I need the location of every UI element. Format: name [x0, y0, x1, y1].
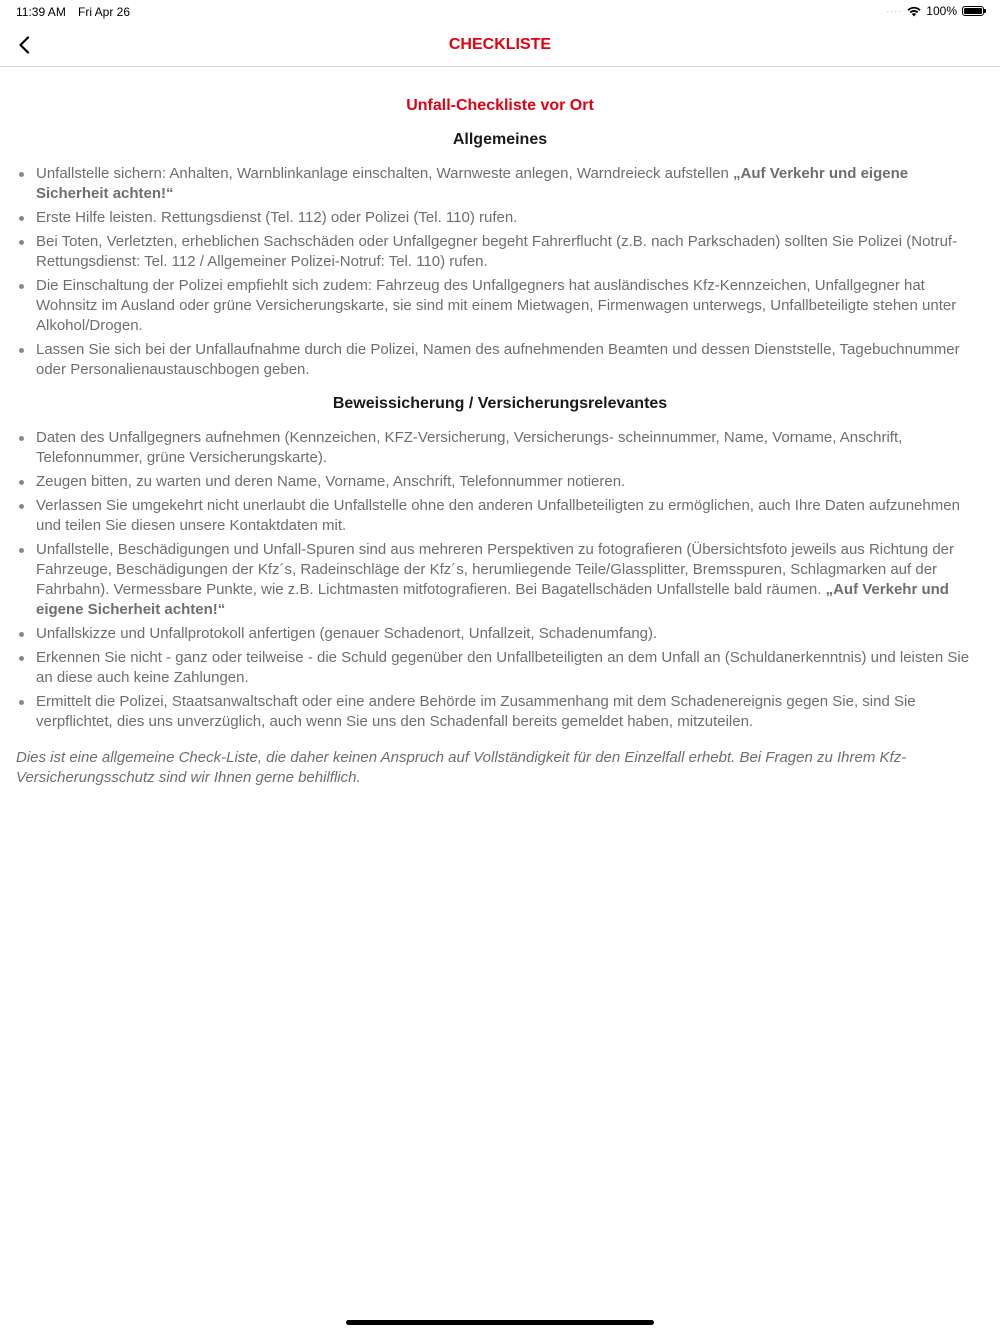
status-date: Fri Apr 26	[78, 5, 131, 19]
list-item-text: Verlassen Sie umgekehrt nicht unerlaubt die Unfallstelle ohne den anderen Unfallbeteiligten zu ermöglichen, auch Ihre Daten aufzunehmen und teilen Sie diesen unsere Kontaktdaten mit.	[36, 497, 960, 534]
signal-icon: ····	[886, 6, 903, 16]
bullet-list	[16, 164, 984, 380]
page-title: CHECKLISTE	[448, 36, 552, 53]
list-item	[16, 276, 984, 336]
list-item-text: Bei Toten, Verletzten, erheblichen Sachschäden oder Unfallgegner begeht Fahrerflucht (z.B. nach Parkschaden) sollten Sie Polizei (Notruf-Rettungsdienst: Tel. 112 / Allgemeiner Polizei-Notruf: Tel. 110) rufen.	[36, 233, 958, 270]
section-heading: Allgemeines	[452, 131, 548, 148]
list-item-text: Daten des Unfallgegners aufnehmen (Kennzeichen, KFZ-Versicherung, Versicherungs- scheinnummer, Name, Vorname, Anschrift, Telefonnummer, grüne Versicherungskarte).	[36, 429, 903, 466]
list-item	[16, 624, 984, 644]
list-item	[16, 428, 984, 468]
status-bar	[0, 0, 1000, 24]
battery-level	[964, 8, 982, 14]
checklist-title: Unfall-Checkliste vor Ort	[406, 97, 594, 114]
list-item	[16, 648, 984, 688]
list-item-text: Unfallstelle, Beschädigungen und Unfall-Spuren sind aus mehreren Perspektiven zu fotografieren (Übersichtsfoto jeweils aus Richtung der Fahrzeuge, Beschädigungen der Kfz´s, Radeinschläge der Kfz´s, herumliegende Teile/Glassplitter, Bremsspuren, Schlagmarken auf der Fahrbahn). Vermessbare Punkte, wie z.B. Lichtmasten mitfotografieren. Bei Bagatellschäden Unfallstelle bald räumen.	[36, 541, 955, 598]
navigation-bar	[0, 24, 1000, 67]
disclaimer-text: Dies ist eine allgemeine Check-Liste, die daher keinen Anspruch auf Vollständigkeit für den Einzelfall erhebt. Bei Fragen zu Ihrem Kfz-Versicherungsschutz sind wir Ihnen gerne behilflich.	[16, 749, 907, 786]
list-item	[16, 208, 984, 228]
list-item-emphasis: „Auf Verkehr und eigene Sicherheit achten!“	[36, 581, 949, 618]
status-indicators	[886, 4, 984, 18]
checklist-content	[16, 96, 984, 788]
list-item-text: Die Einschaltung der Polizei empfiehlt sich zudem: Fahrzeug des Unfallgegners hat ausländisches Kfz-Kennzeichen, Unfallgegner hat Wohnsitz im Ausland oder grüne Versicherungskarte, sie sind mit einem Mietwagen, Firmenwagen unterwegs, Unfallbeteiligte stehen unter Alkohol/Drogen.	[36, 277, 957, 334]
list-item	[16, 340, 984, 380]
list-item	[16, 472, 984, 492]
list-item-text: Erste Hilfe leisten. Rettungsdienst (Tel. 112) oder Polizei (Tel. 110) rufen.	[36, 209, 518, 226]
battery-icon	[962, 6, 984, 16]
wifi-icon	[907, 6, 921, 17]
home-indicator[interactable]	[346, 1320, 654, 1325]
list-item-text: Unfallstelle sichern: Anhalten, Warnblinkanlage einschalten, Warnweste anlegen, Warndreieck aufstellen	[36, 165, 734, 182]
list-item	[16, 164, 984, 204]
list-item-text: Lassen Sie sich bei der Unfallaufnahme durch die Polizei, Namen des aufnehmenden Beamten und dessen Dienststelle, Tagebuchnummer oder Personalienaustauschbogen geben.	[36, 341, 960, 378]
list-item-text: Ermittelt die Polizei, Staatsanwaltschaft oder eine andere Behörde im Zusammenhang mit dem Schadenereignis gegen Sie, sind Sie verpflichtet, dies uns unverzüglich, auch wenn Sie uns den Schadenfall bereits gemeldet haben, mitzuteilen.	[36, 693, 916, 730]
list-item-emphasis: „Auf Verkehr und eigene Sicherheit achten!“	[36, 165, 909, 202]
battery-percent: 100%	[926, 4, 957, 18]
list-item-text: Zeugen bitten, zu warten und deren Name, Vorname, Anschrift, Telefonnummer notieren.	[36, 473, 626, 490]
list-item	[16, 232, 984, 272]
list-item	[16, 692, 984, 732]
checklist-sections	[16, 130, 984, 732]
list-item-text: Unfallskizze und Unfallprotokoll anfertigen (genauer Schadenort, Unfallzeit, Schadenumfang).	[36, 625, 658, 642]
section-heading: Beweissicherung / Versicherungsrelevantes	[332, 395, 668, 412]
list-item	[16, 496, 984, 536]
list-item	[16, 540, 984, 620]
list-item-text: Erkennen Sie nicht - ganz oder teilweise - die Schuld gegenüber den Unfallbeteiligten an dem Unfall an (Schuldanerkenntnis) und leisten Sie an diese auch keine Zahlungen.	[36, 649, 970, 686]
status-time: 11:39 AM	[16, 5, 66, 19]
bullet-list	[16, 428, 984, 732]
